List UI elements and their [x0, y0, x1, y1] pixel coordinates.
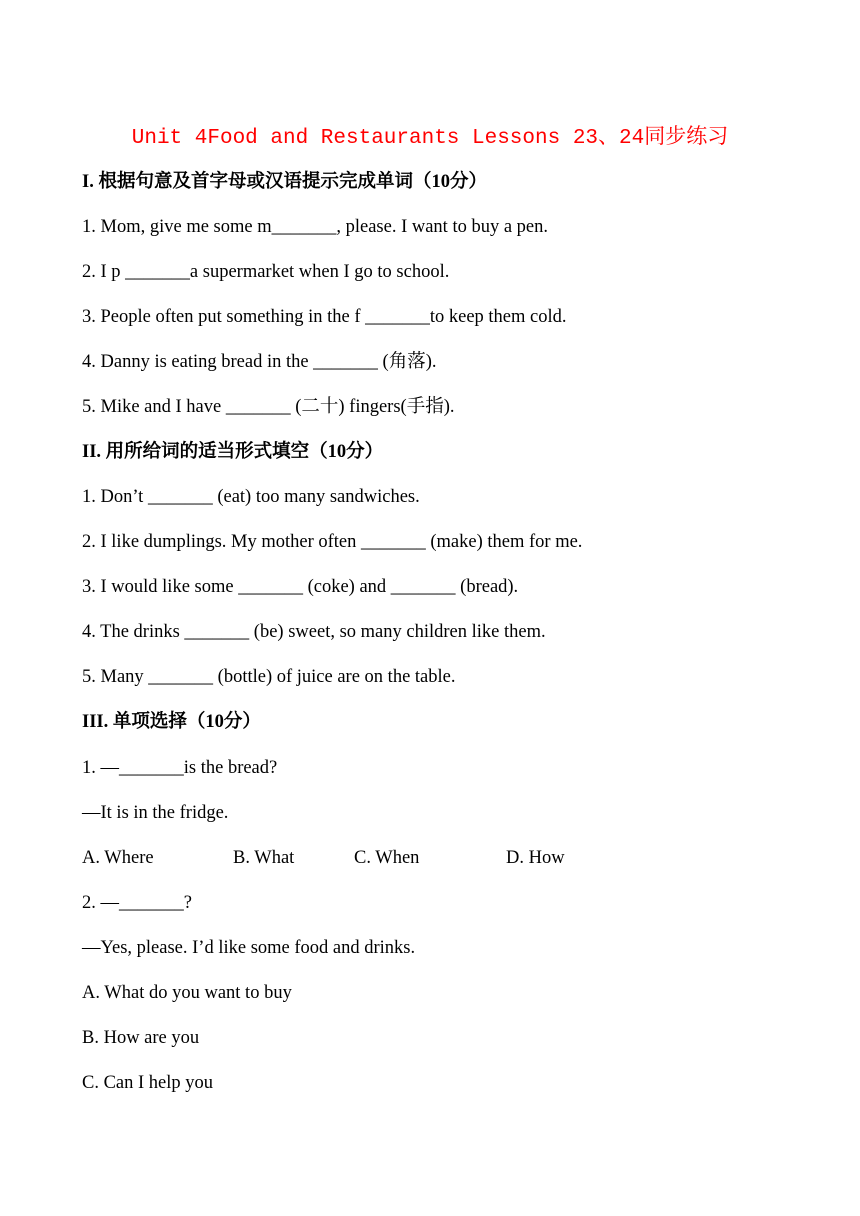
- section-2-item-2: 2. I like dumplings. My mother often _______ (make) them for me.: [82, 532, 583, 552]
- section-1-number: I.: [82, 172, 94, 192]
- title-latin: Unit 4Food and Restaurants Lessons 23、24: [131, 127, 645, 150]
- section-3-score: 10: [205, 712, 224, 732]
- section-2-item-5: 5. Many _______ (bottle) of juice are on the table.: [82, 667, 456, 687]
- section-2-item-4: 4. The drinks _______ (be) sweet, so many children like them.: [82, 622, 546, 642]
- question-1-option-a: A. Where: [82, 848, 154, 868]
- section-3-score-unit: 分）: [223, 711, 261, 732]
- question-1-dialogue: —It is in the fridge.: [82, 803, 229, 823]
- section-1-item-5: 5. Mike and I have _______ (二十) fingers(手指).: [82, 397, 455, 417]
- question-1-option-d: D. How: [506, 848, 565, 868]
- section-1-score: 10: [431, 172, 450, 192]
- worksheet-title: [0, 120, 860, 150]
- section-2-item-3: 3. I would like some _______ (coke) and _______ (bread).: [82, 577, 519, 597]
- section-2-score: 10: [327, 442, 347, 462]
- question-2-text: 2. —_______?: [82, 893, 192, 913]
- section-1-score-unit: 分）: [449, 171, 487, 192]
- section-3-number: III.: [82, 712, 109, 732]
- question-1-option-b: B. What: [233, 848, 295, 868]
- section-1-heading: [82, 170, 487, 194]
- section-1-item-4: 4. Danny is eating bread in the _______ (角落).: [82, 352, 437, 372]
- question-2-option-c: C. Can I help you: [82, 1073, 214, 1093]
- section-2-number: II.: [82, 442, 102, 462]
- section-1-instruction: 根据句意及首字母或汉语提示完成单词（: [98, 171, 432, 192]
- section-2-heading: [82, 440, 383, 464]
- section-2-score-unit: 分）: [346, 441, 384, 462]
- section-1-item-1: 1. Mom, give me some m_______, please. I want to buy a pen.: [82, 217, 549, 237]
- section-3-heading: [82, 710, 261, 734]
- section-1-item-2: 2. I p _______a supermarket when I go to school.: [82, 262, 450, 282]
- question-2-option-a: A. What do you want to buy: [82, 983, 292, 1003]
- section-2-item-1: 1. Don’t _______ (eat) too many sandwiches.: [82, 487, 420, 507]
- question-1-text: 1. —_______is the bread?: [82, 758, 278, 778]
- section-1-item-3: 3. People often put something in the f _______to keep them cold.: [82, 307, 567, 327]
- question-2-dialogue: —Yes, please. I’d like some food and drinks.: [82, 938, 416, 958]
- question-2-option-b: B. How are you: [82, 1028, 200, 1048]
- section-2-instruction: 用所给词的适当形式填空（: [105, 441, 328, 462]
- section-3-instruction: 单项选择（: [112, 711, 206, 732]
- title-cjk: 同步练习: [644, 124, 729, 148]
- question-1-option-c: C. When: [354, 848, 420, 868]
